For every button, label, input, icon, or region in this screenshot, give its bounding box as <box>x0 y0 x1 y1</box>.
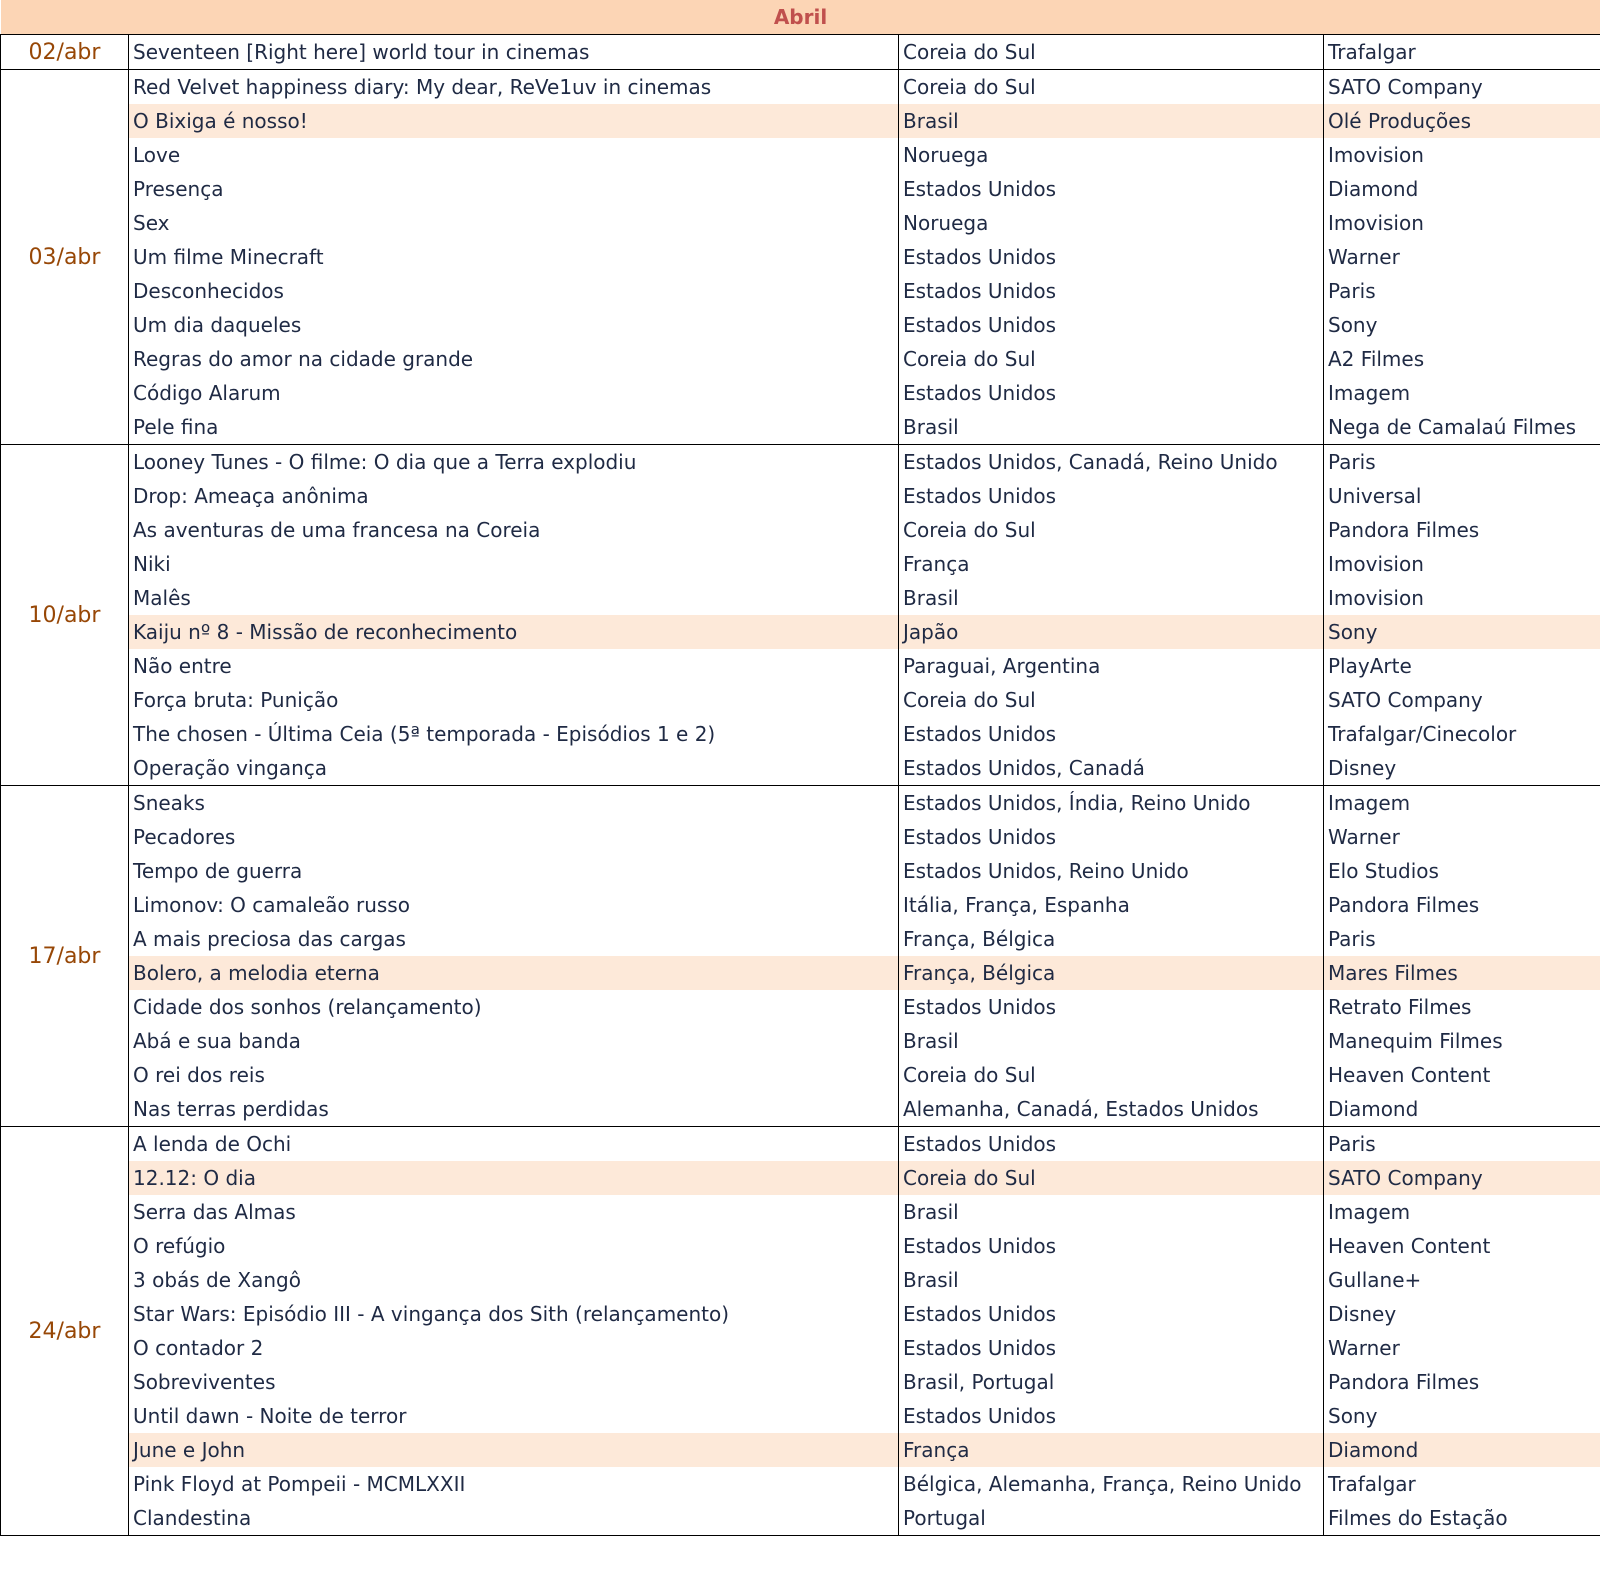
country-cell[interactable]: Estados Unidos <box>899 820 1324 854</box>
country-cell[interactable]: França <box>899 1433 1324 1467</box>
distributor-cell[interactable]: Diamond <box>1324 1433 1600 1467</box>
distributor-cell[interactable]: Heaven Content <box>1324 1058 1600 1092</box>
film-title-cell[interactable]: Um dia daqueles <box>129 308 899 342</box>
table-row[interactable] <box>1 820 1600 854</box>
release-rows <box>1 35 1600 1536</box>
film-title-cell[interactable]: Tempo de guerra <box>129 854 899 888</box>
distributor-cell[interactable]: Filmes do Estação <box>1324 1501 1600 1536</box>
table-row[interactable] <box>1 1433 1600 1467</box>
distributor-cell[interactable]: Sony <box>1324 308 1600 342</box>
film-title-cell[interactable]: Drop: Ameaça anônima <box>129 479 899 513</box>
release-date-cell[interactable]: 02/abr <box>1 35 129 70</box>
film-title-cell[interactable]: O Bixiga é nosso! <box>129 104 899 138</box>
film-title-cell[interactable]: Sex <box>129 206 899 240</box>
country-cell[interactable]: Estados Unidos <box>899 376 1324 410</box>
distributor-cell[interactable]: Elo Studios <box>1324 854 1600 888</box>
film-title-cell[interactable]: Sobreviventes <box>129 1365 899 1399</box>
distributor-cell[interactable]: Pandora Filmes <box>1324 888 1600 922</box>
film-title-cell[interactable]: Regras do amor na cidade grande <box>129 342 899 376</box>
distributor-cell[interactable]: Trafalgar <box>1324 1467 1600 1501</box>
table-row[interactable] <box>1 274 1600 308</box>
film-title-cell[interactable]: As aventuras de uma francesa na Coreia <box>129 513 899 547</box>
distributor-cell[interactable]: SATO Company <box>1324 683 1600 717</box>
table-row[interactable] <box>1 683 1600 717</box>
distributor-cell[interactable]: SATO Company <box>1324 1161 1600 1195</box>
film-title-cell[interactable]: Looney Tunes - O filme: O dia que a Terra explodiu <box>129 445 899 480</box>
country-cell[interactable]: Alemanha, Canadá, Estados Unidos <box>899 1092 1324 1127</box>
country-cell[interactable]: Estados Unidos <box>899 479 1324 513</box>
film-title-cell[interactable]: 3 obás de Xangô <box>129 1263 899 1297</box>
table-row[interactable] <box>1 717 1600 751</box>
country-cell[interactable]: Estados Unidos <box>899 240 1324 274</box>
film-title-cell[interactable]: Pink Floyd at Pompeii - MCMLXXII <box>129 1467 899 1501</box>
distributor-cell[interactable]: Heaven Content <box>1324 1229 1600 1263</box>
country-cell[interactable]: Coreia do Sul <box>899 342 1324 376</box>
distributor-cell[interactable]: Imovision <box>1324 138 1600 172</box>
film-title-cell[interactable]: Serra das Almas <box>129 1195 899 1229</box>
distributor-cell[interactable]: Disney <box>1324 751 1600 786</box>
film-title-cell[interactable]: Limonov: O camaleão russo <box>129 888 899 922</box>
country-cell[interactable]: Estados Unidos <box>899 172 1324 206</box>
table-row[interactable] <box>1 1365 1600 1399</box>
distributor-cell[interactable]: Imagem <box>1324 786 1600 821</box>
distributor-cell[interactable]: Olé Produções <box>1324 104 1600 138</box>
table-row[interactable] <box>1 1229 1600 1263</box>
distributor-cell[interactable]: Sony <box>1324 1399 1600 1433</box>
distributor-cell[interactable]: Gullane+ <box>1324 1263 1600 1297</box>
film-title-cell[interactable]: Sneaks <box>129 786 899 821</box>
film-title-cell[interactable]: Malês <box>129 581 899 615</box>
country-cell[interactable]: Estados Unidos, Índia, Reino Unido <box>899 786 1324 821</box>
table-row[interactable] <box>1 445 1600 480</box>
distributor-cell[interactable]: Warner <box>1324 1331 1600 1365</box>
release-date-cell[interactable]: 17/abr <box>1 786 129 1127</box>
table-row[interactable] <box>1 479 1600 513</box>
country-cell[interactable]: Coreia do Sul <box>899 70 1324 105</box>
table-row[interactable] <box>1 922 1600 956</box>
table-row[interactable] <box>1 104 1600 138</box>
table-row[interactable] <box>1 786 1600 821</box>
country-cell[interactable]: Brasil <box>899 1024 1324 1058</box>
country-cell[interactable]: Brasil <box>899 581 1324 615</box>
film-title-cell[interactable]: Clandestina <box>129 1501 899 1536</box>
table-row[interactable] <box>1 1297 1600 1331</box>
table-row[interactable] <box>1 1399 1600 1433</box>
film-title-cell[interactable]: Código Alarum <box>129 376 899 410</box>
distributor-cell[interactable]: Pandora Filmes <box>1324 1365 1600 1399</box>
table-row[interactable] <box>1 649 1600 683</box>
country-cell[interactable]: Estados Unidos <box>899 1297 1324 1331</box>
country-cell[interactable]: Bélgica, Alemanha, França, Reino Unido <box>899 1467 1324 1501</box>
film-title-cell[interactable]: O rei dos reis <box>129 1058 899 1092</box>
film-title-cell[interactable]: Seventeen [Right here] world tour in cinemas <box>129 35 899 70</box>
film-title-cell[interactable]: O refúgio <box>129 1229 899 1263</box>
table-row[interactable] <box>1 410 1600 445</box>
table-row[interactable] <box>1 1024 1600 1058</box>
film-title-cell[interactable]: O contador 2 <box>129 1331 899 1365</box>
table-row[interactable] <box>1 751 1600 786</box>
table-row[interactable] <box>1 1263 1600 1297</box>
country-cell[interactable]: Estados Unidos, Canadá, Reino Unido <box>899 445 1324 480</box>
film-title-cell[interactable]: June e John <box>129 1433 899 1467</box>
table-row[interactable] <box>1 172 1600 206</box>
table-row[interactable] <box>1 547 1600 581</box>
month-header: Abril <box>1 0 1600 35</box>
country-cell[interactable]: Brasil <box>899 104 1324 138</box>
film-title-cell[interactable]: Red Velvet happiness diary: My dear, ReVe1uv in cinemas <box>129 70 899 105</box>
distributor-cell[interactable]: Trafalgar <box>1324 35 1600 70</box>
distributor-cell[interactable]: Retrato Filmes <box>1324 990 1600 1024</box>
film-title-cell[interactable]: Until dawn - Noite de terror <box>129 1399 899 1433</box>
month-header-row <box>1 0 1600 35</box>
film-title-cell[interactable]: 12.12: O dia <box>129 1161 899 1195</box>
film-title-cell[interactable]: Pecadores <box>129 820 899 854</box>
table-row[interactable] <box>1 1058 1600 1092</box>
release-date-cell[interactable]: 03/abr <box>1 70 129 445</box>
distributor-cell[interactable]: Disney <box>1324 1297 1600 1331</box>
table-row[interactable] <box>1 1467 1600 1501</box>
distributor-cell[interactable]: Pandora Filmes <box>1324 513 1600 547</box>
film-title-cell[interactable]: Bolero, a melodia eterna <box>129 956 899 990</box>
country-cell[interactable]: Coreia do Sul <box>899 683 1324 717</box>
film-title-cell[interactable]: Abá e sua banda <box>129 1024 899 1058</box>
release-date-cell[interactable]: 24/abr <box>1 1127 129 1536</box>
distributor-cell[interactable]: Diamond <box>1324 172 1600 206</box>
country-cell[interactable]: França <box>899 547 1324 581</box>
table-row[interactable] <box>1 1331 1600 1365</box>
distributor-cell[interactable]: Sony <box>1324 615 1600 649</box>
country-cell[interactable]: Coreia do Sul <box>899 1058 1324 1092</box>
country-cell[interactable]: Estados Unidos, Reino Unido <box>899 854 1324 888</box>
film-title-cell[interactable]: Niki <box>129 547 899 581</box>
film-title-cell[interactable]: Cidade dos sonhos (relançamento) <box>129 990 899 1024</box>
table-row[interactable] <box>1 1161 1600 1195</box>
distributor-cell[interactable]: Manequim Filmes <box>1324 1024 1600 1058</box>
film-title-cell[interactable]: A lenda de Ochi <box>129 1127 899 1162</box>
film-title-cell[interactable]: Não entre <box>129 649 899 683</box>
table-row[interactable] <box>1 138 1600 172</box>
table-row[interactable] <box>1 70 1600 105</box>
film-title-cell[interactable]: A mais preciosa das cargas <box>129 922 899 956</box>
film-title-cell[interactable]: Star Wars: Episódio III - A vingança dos Sith (relançamento) <box>129 1297 899 1331</box>
table-row[interactable] <box>1 888 1600 922</box>
country-cell[interactable]: Japão <box>899 615 1324 649</box>
country-cell[interactable]: Estados Unidos, Canadá <box>899 751 1324 786</box>
film-title-cell[interactable]: Love <box>129 138 899 172</box>
table-row[interactable] <box>1 854 1600 888</box>
country-cell[interactable]: França, Bélgica <box>899 922 1324 956</box>
distributor-cell[interactable]: PlayArte <box>1324 649 1600 683</box>
country-cell[interactable]: Brasil <box>899 1195 1324 1229</box>
table-row[interactable] <box>1 342 1600 376</box>
table-row[interactable] <box>1 308 1600 342</box>
distributor-cell[interactable]: Imovision <box>1324 206 1600 240</box>
film-title-cell[interactable]: Kaiju nº 8 - Missão de reconhecimento <box>129 615 899 649</box>
country-cell[interactable]: Estados Unidos <box>899 1127 1324 1162</box>
distributor-cell[interactable]: Diamond <box>1324 1092 1600 1127</box>
distributor-cell[interactable]: Mares Filmes <box>1324 956 1600 990</box>
distributor-cell[interactable]: Paris <box>1324 922 1600 956</box>
distributor-cell[interactable]: Trafalgar/Cinecolor <box>1324 717 1600 751</box>
table-row[interactable] <box>1 1501 1600 1536</box>
country-cell[interactable]: Noruega <box>899 138 1324 172</box>
distributor-cell[interactable]: Paris <box>1324 445 1600 480</box>
country-cell[interactable]: Coreia do Sul <box>899 35 1324 70</box>
country-cell[interactable]: Estados Unidos <box>899 1229 1324 1263</box>
film-title-cell[interactable]: Desconhecidos <box>129 274 899 308</box>
country-cell[interactable]: Estados Unidos <box>899 1399 1324 1433</box>
distributor-cell[interactable]: Nega de Camalaú Filmes <box>1324 410 1600 445</box>
film-title-cell[interactable]: Operação vingança <box>129 751 899 786</box>
table-row[interactable] <box>1 35 1600 70</box>
distributor-cell[interactable]: Paris <box>1324 274 1600 308</box>
table-row[interactable] <box>1 513 1600 547</box>
country-cell[interactable]: França, Bélgica <box>899 956 1324 990</box>
film-title-cell[interactable]: Presença <box>129 172 899 206</box>
film-title-cell[interactable]: Pele fina <box>129 410 899 445</box>
film-title-cell[interactable]: The chosen - Última Ceia (5ª temporada - Episódios 1 e 2) <box>129 717 899 751</box>
distributor-cell[interactable]: Imagem <box>1324 376 1600 410</box>
country-cell[interactable]: Brasil <box>899 410 1324 445</box>
country-cell[interactable]: Brasil, Portugal <box>899 1365 1324 1399</box>
country-cell[interactable]: Estados Unidos <box>899 717 1324 751</box>
distributor-cell[interactable]: Warner <box>1324 820 1600 854</box>
country-cell[interactable]: Itália, França, Espanha <box>899 888 1324 922</box>
country-cell[interactable]: Estados Unidos <box>899 990 1324 1024</box>
film-title-cell[interactable]: Força bruta: Punição <box>129 683 899 717</box>
table-row[interactable] <box>1 1127 1600 1162</box>
table-row[interactable] <box>1 376 1600 410</box>
country-cell[interactable]: Estados Unidos <box>899 274 1324 308</box>
table-row[interactable] <box>1 990 1600 1024</box>
country-cell[interactable]: Coreia do Sul <box>899 1161 1324 1195</box>
distributor-cell[interactable]: Imovision <box>1324 547 1600 581</box>
distributor-cell[interactable]: Imovision <box>1324 581 1600 615</box>
distributor-cell[interactable]: Imagem <box>1324 1195 1600 1229</box>
distributor-cell[interactable]: Universal <box>1324 479 1600 513</box>
country-cell[interactable]: Brasil <box>899 1263 1324 1297</box>
distributor-cell[interactable]: A2 Filmes <box>1324 342 1600 376</box>
table-row[interactable] <box>1 1195 1600 1229</box>
distributor-cell[interactable]: Paris <box>1324 1127 1600 1162</box>
release-date-cell[interactable]: 10/abr <box>1 445 129 786</box>
table-row[interactable] <box>1 1092 1600 1127</box>
country-cell[interactable]: Portugal <box>899 1501 1324 1536</box>
country-cell[interactable]: Estados Unidos <box>899 1331 1324 1365</box>
table-row[interactable] <box>1 581 1600 615</box>
country-cell[interactable]: Noruega <box>899 206 1324 240</box>
distributor-cell[interactable]: SATO Company <box>1324 70 1600 105</box>
distributor-cell[interactable]: Warner <box>1324 240 1600 274</box>
film-title-cell[interactable]: Um filme Minecraft <box>129 240 899 274</box>
table-row[interactable] <box>1 956 1600 990</box>
table-row[interactable] <box>1 240 1600 274</box>
film-title-cell[interactable]: Nas terras perdidas <box>129 1092 899 1127</box>
country-cell[interactable]: Estados Unidos <box>899 308 1324 342</box>
country-cell[interactable]: Coreia do Sul <box>899 513 1324 547</box>
country-cell[interactable]: Paraguai, Argentina <box>899 649 1324 683</box>
table-row[interactable] <box>1 615 1600 649</box>
table-row[interactable] <box>1 206 1600 240</box>
